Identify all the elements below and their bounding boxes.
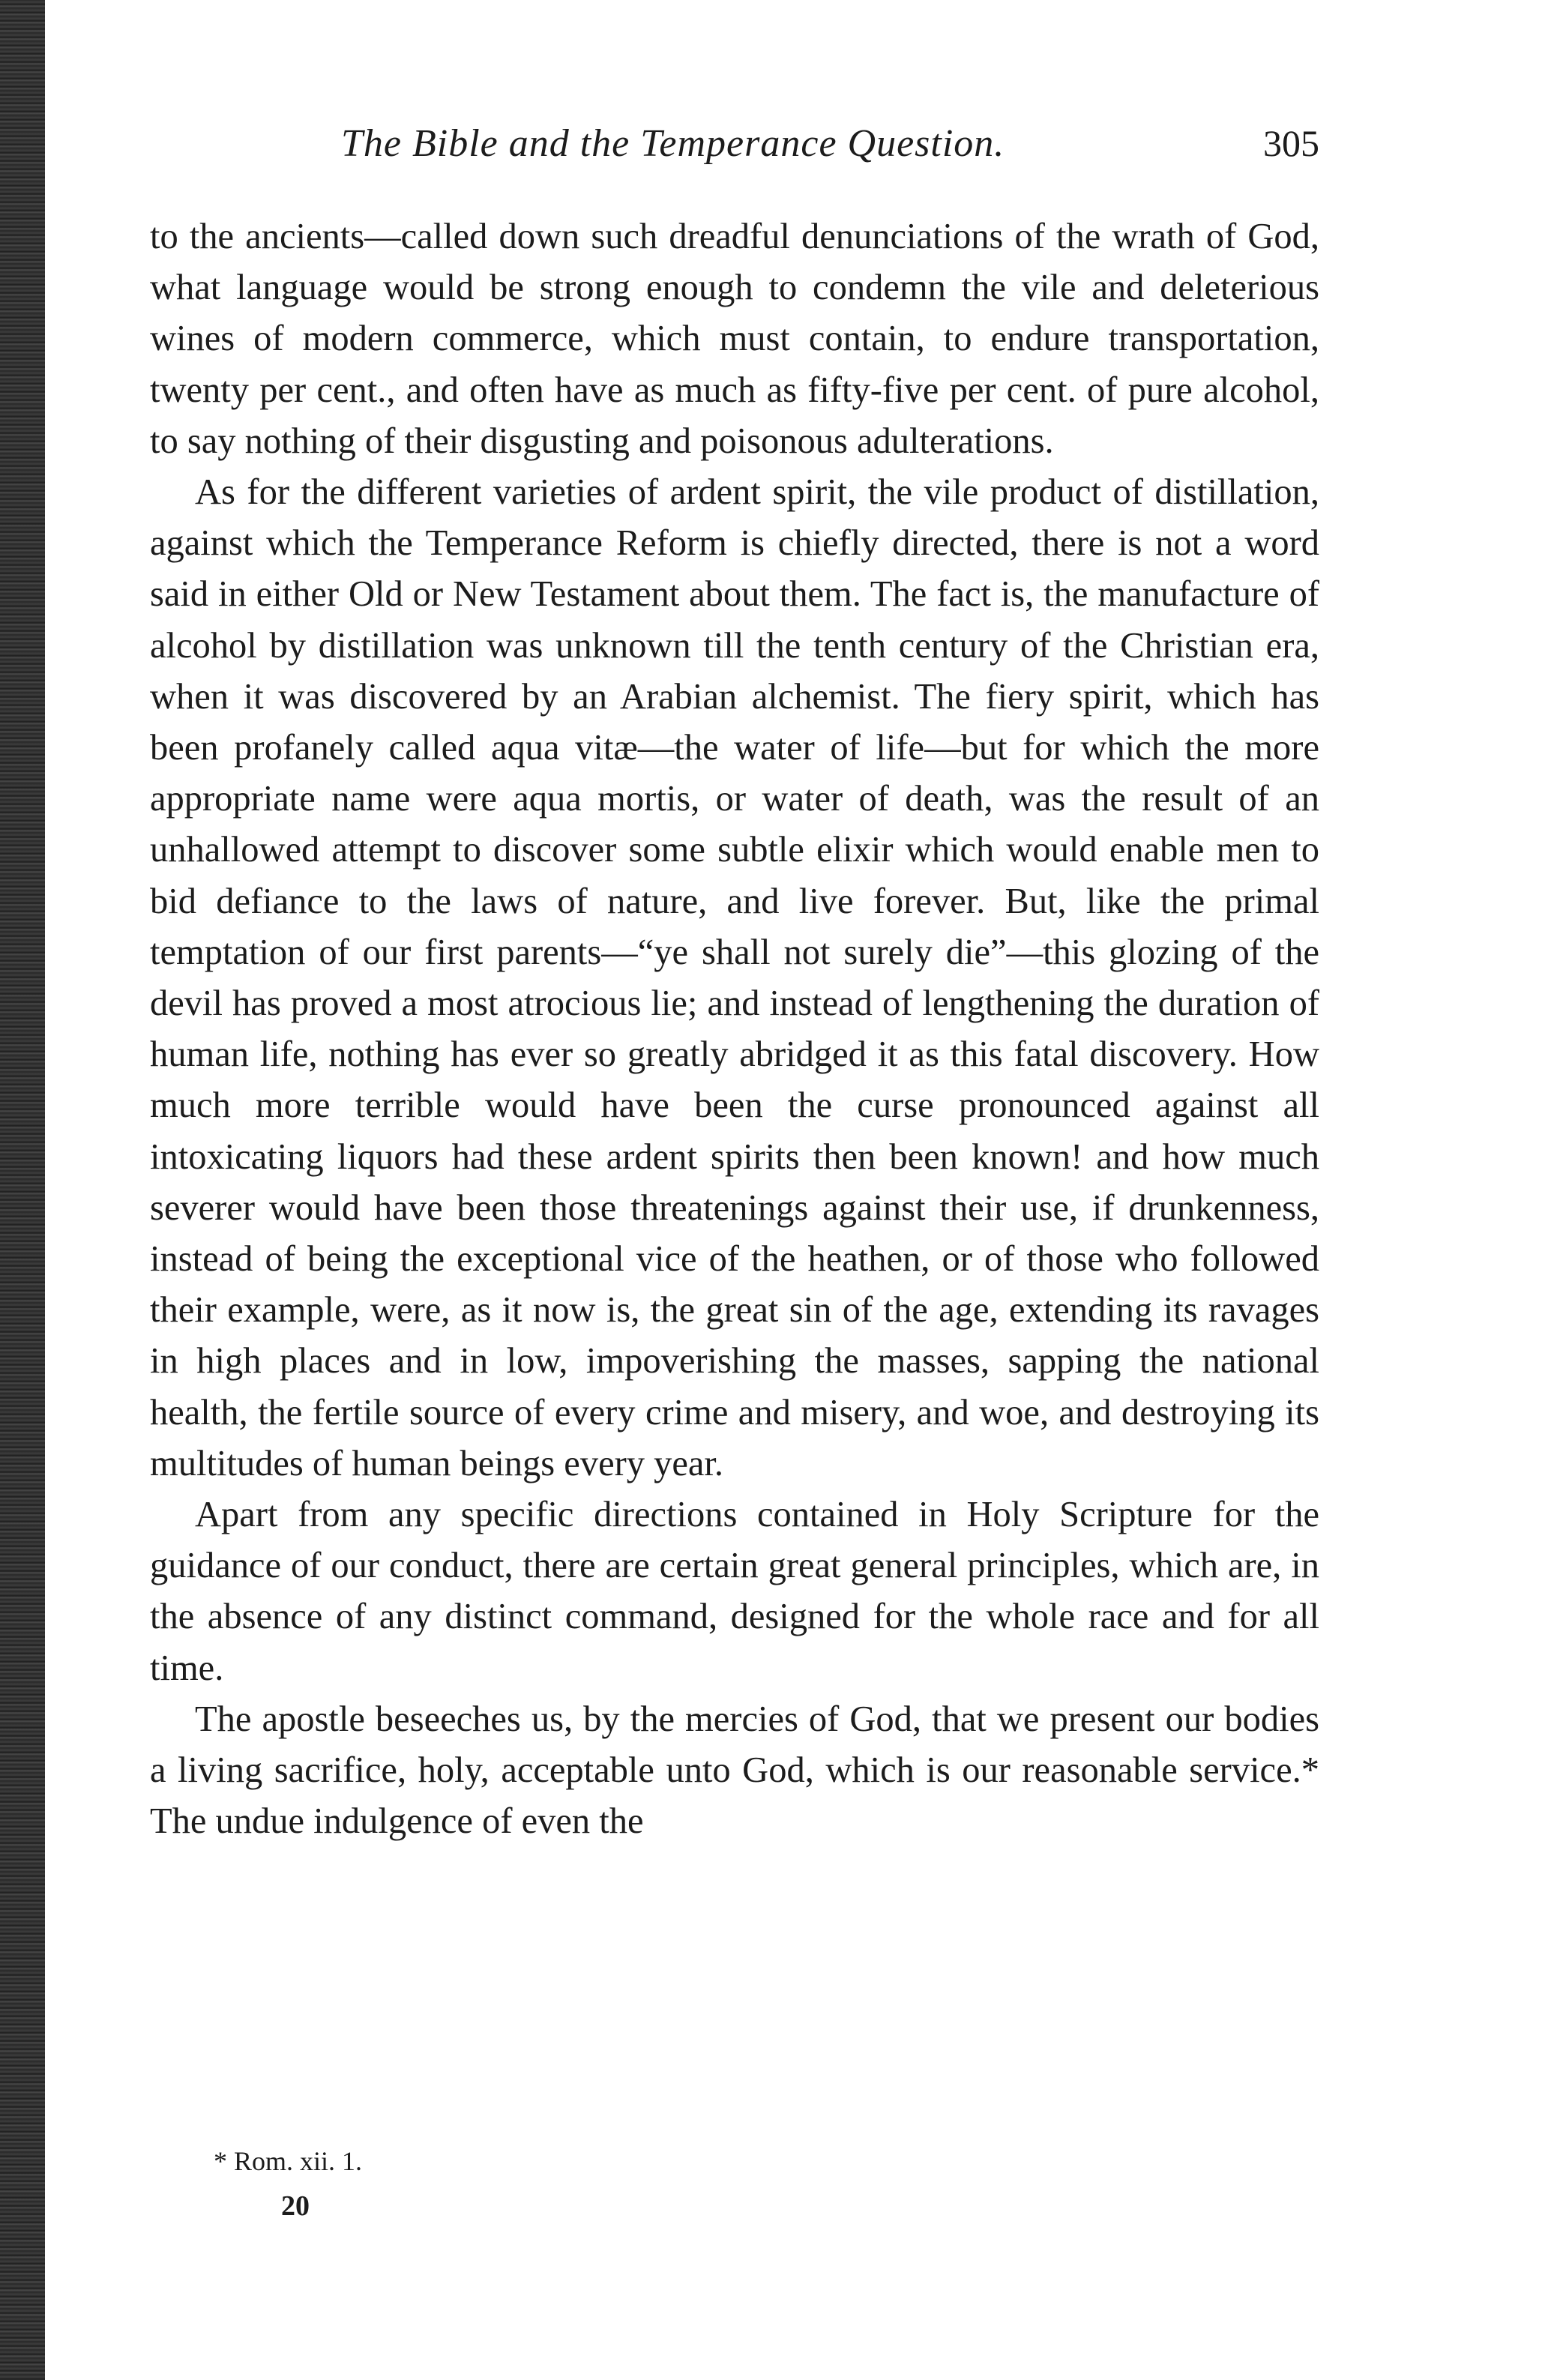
paragraph-3: Apart from any specific directions contained in Holy Scripture for the guidance of our conduct, there are certain great general principles, which are, in the absence of any distinct command, designed for the whole race and for all time.: [150, 1495, 1319, 1688]
scan-edge: [0, 0, 45, 2380]
signature-mark: 20: [281, 2190, 310, 2222]
paragraph-1: to the ancients—called down such dreadful denunciations of the wrath of God, what language would be strong enough to condemn the vile and deleterious wines of modern commerce, which must contain, to endure transportation, twenty per cent., and often have as much as fifty-five per cent. of pure alcohol, to say nothing of their disgusting and poisonous adulterations.: [150, 217, 1319, 461]
paragraph-2: As for the different varieties of ardent spirit, the vile product of distillation, against which the Temperance Reform is chiefly directed, there is not a word said in either Old or New Testament about them. The fact is, the manufacture of alcohol by distillation was unknown till the tenth century of the Christian era, when it was discovered by an Arabian alchemist. The fiery spirit, which has been profanely called aqua vitæ—the water of life—but for which the more appropriate name were aqua mortis, or water of death, was the result of an unhallowed attempt to discover some subtle elixir which would enable men to bid defiance to the laws of nature, and live forever. But, like the primal temptation of our first parents—“ye shall not surely die”—this glozing of the devil has proved a most atrocious lie; and instead of lengthening the duration of human life, nothing has ever so greatly abridged it as this fatal discovery. How much more terrible would have been the curse pronounced against all intoxicating liquors had these ardent spirits then been known! and how much severer would have been those threatenings against their use, if drunkenness, instead of being the exceptional vice of the heathen, or of those who followed their example, were, as it now is, the great sin of the age, extending its ravages in high places and in low, impoverishing the masses, sapping the national health, the fertile source of every crime and misery, and woe, and destroying its multitudes of human beings every year.: [150, 472, 1319, 1483]
page-number: 305: [1263, 122, 1319, 164]
footnote: * Rom. xii. 1.: [214, 2146, 363, 2176]
running-head: The Bible and the Temperance Question.: [341, 122, 1005, 165]
page-header: [150, 112, 1319, 172]
body-text: [150, 211, 1319, 1848]
paragraph-4: The apostle beseeches us, by the mercies of God, that we present our bodies a living sacrifice, holy, acceptable unto God, which is our reasonable service.* The undue indulgence of even the: [150, 1699, 1319, 1842]
